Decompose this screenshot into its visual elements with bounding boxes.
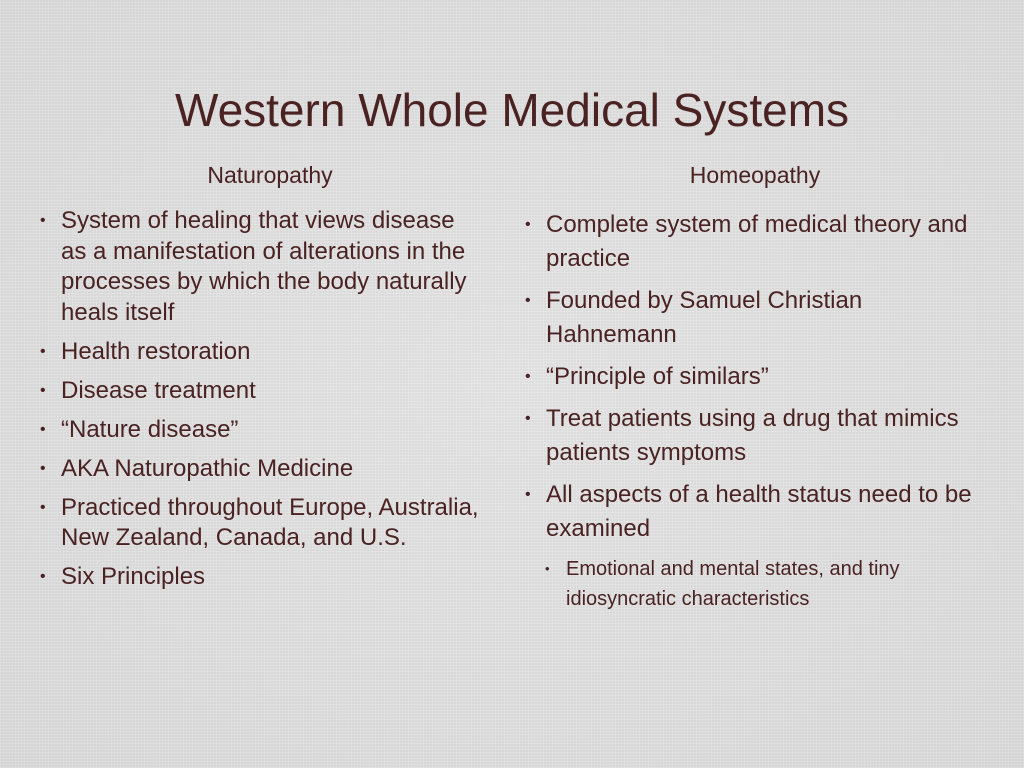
homeopathy-heading: Homeopathy xyxy=(689,162,821,188)
naturopathy-list xyxy=(40,206,480,601)
list-item-text: All aspects of a health status need to be examined xyxy=(546,481,972,542)
list-item xyxy=(40,562,480,593)
list-item xyxy=(40,454,480,485)
list-item xyxy=(40,376,480,407)
bullet-icon: • xyxy=(40,381,46,399)
list-item-text: System of healing that views disease as a manifestation of alterations in the processes by which the body naturally heals itself xyxy=(61,207,467,326)
list-item-text: Disease treatment xyxy=(61,376,256,404)
list-item xyxy=(525,478,985,546)
list-item-text: Health restoration xyxy=(61,337,251,365)
bullet-icon: • xyxy=(525,486,531,503)
bullet-icon: • xyxy=(40,342,46,360)
naturopathy-heading: Naturopathy xyxy=(207,162,333,188)
bullet-icon: • xyxy=(525,410,531,427)
bullet-icon: • xyxy=(545,561,550,576)
bullet-icon: • xyxy=(40,498,46,516)
sub-list-item-text: Emotional and mental states, and tiny idiosyncratic characteristics xyxy=(566,558,900,610)
list-item xyxy=(525,402,985,470)
list-item xyxy=(40,493,480,554)
list-item-text: “Principle of similars” xyxy=(546,363,769,390)
list-item xyxy=(525,208,985,276)
list-item xyxy=(525,284,985,352)
bullet-icon: • xyxy=(40,568,46,585)
bullet-icon: • xyxy=(40,420,46,438)
bullet-icon: • xyxy=(40,212,46,229)
list-item-text: “Nature disease” xyxy=(61,415,239,443)
list-item-text: Founded by Samuel Christian Hahnemann xyxy=(546,287,863,348)
list-item-text: AKA Naturopathic Medicine xyxy=(61,454,354,482)
list-item-text: Six Principles xyxy=(61,563,206,590)
list-item xyxy=(40,206,480,328)
bullet-icon: • xyxy=(525,292,531,309)
bullet-icon: • xyxy=(40,459,46,477)
list-item xyxy=(40,337,480,368)
slide-title: Western Whole Medical Systems xyxy=(174,84,850,136)
bullet-icon: • xyxy=(525,368,531,385)
list-item-text: Practiced throughout Europe, Australia, New Zealand, Canada, and U.S. xyxy=(61,493,479,551)
homeopathy-list xyxy=(525,208,985,614)
list-item xyxy=(40,415,480,446)
list-item xyxy=(525,360,985,394)
sub-list-item xyxy=(545,554,985,614)
list-item-text: Complete system of medical theory and practice xyxy=(546,211,968,272)
bullet-icon: • xyxy=(525,216,531,233)
list-item-text: Treat patients using a drug that mimics patients symptoms xyxy=(546,405,959,466)
